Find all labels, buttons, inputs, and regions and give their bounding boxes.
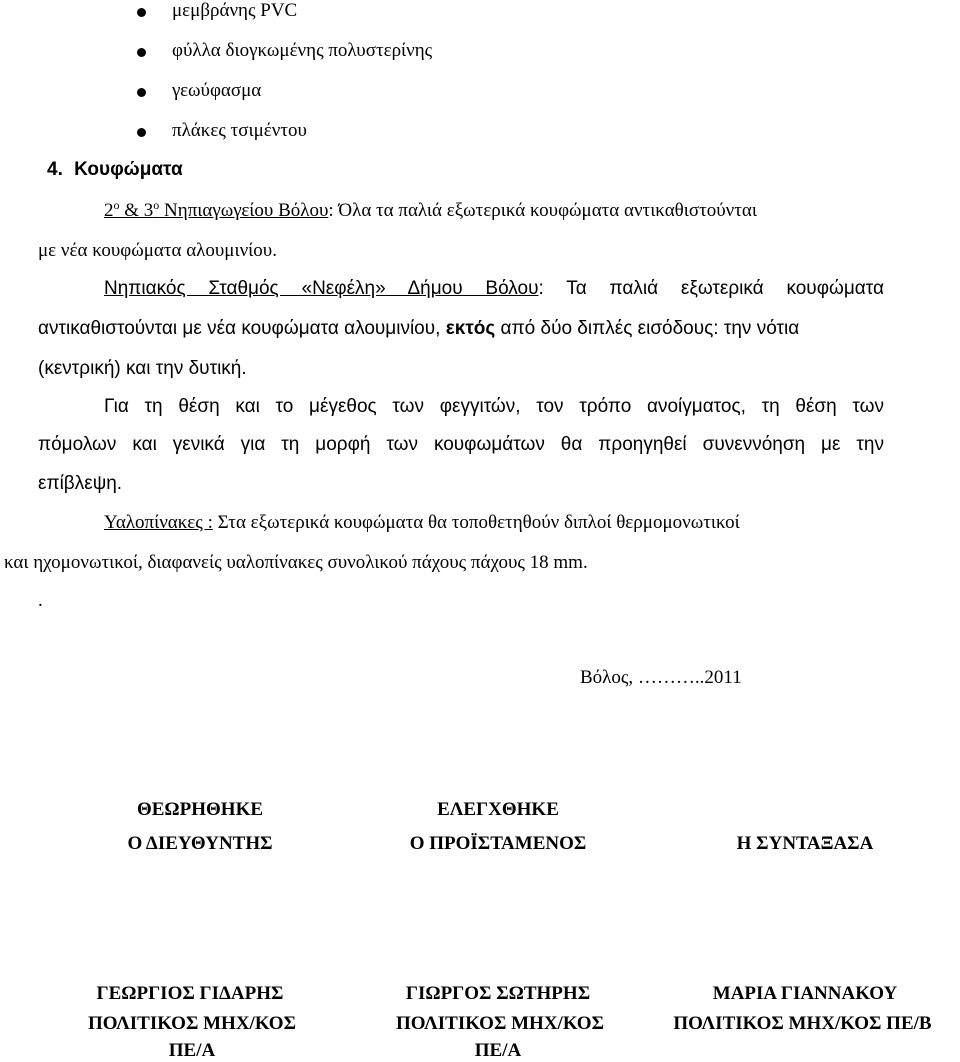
- signer-title: ΠΕ/Α: [474, 1040, 522, 1061]
- section-title: Κουφώματα: [74, 159, 183, 180]
- glazing-label: Υαλοπίνακες :: [104, 512, 213, 533]
- paragraph-line: και ηχομονωτικοί, διαφανείς υαλοπίνακες συνολικού πάχους πάχους 18 mm.: [4, 552, 588, 573]
- nursery-name: Νηπιακός Σταθμός «Νεφέλη» Δήμου Βόλου: [104, 278, 539, 299]
- signer-name: ΓΙΩΡΓΟΣ ΣΩΤΗΡΗΣ: [405, 983, 591, 1004]
- paragraph-line: (κεντρική) και την δυτική.: [38, 358, 247, 379]
- signature-role: Ο ΔΙΕΥΘΥΝΤΗΣ: [127, 833, 273, 854]
- paragraph-line: με νέα κουφώματα αλουμινίου.: [38, 240, 277, 261]
- bullet-icon: [137, 88, 146, 97]
- paragraph-nursery: Νηπιακός Σταθμός «Νεφέλη» Δήμου Βόλου: Τα παλιά εξωτερικά κουφώματα: [104, 278, 884, 299]
- list-item: γεωύφασμα: [172, 80, 262, 101]
- signer-title: ΠΟΛΙΤΙΚΟΣ ΜΗΧ/ΚΟΣ ΠΕ/Β: [673, 1013, 932, 1034]
- signer-name: ΓΕΩΡΓΙΟΣ ΓΙΔΑΡΗΣ: [96, 983, 284, 1004]
- paragraph-line: αντικαθιστούνται με νέα κουφώματα αλουμινίου, εκτός από δύο διπλές εισόδους: την νότια: [38, 318, 800, 339]
- date-line: Βόλος, ………..2011: [580, 667, 742, 688]
- signature-role: Ο ΠΡΟΪΣΤΑΜΕΝΟΣ: [409, 833, 587, 854]
- paragraph-glazing: Υαλοπίνακες : Στα εξωτερικά κουφώματα θα τοποθετηθούν διπλοί θερμομονωτικοί: [104, 512, 740, 533]
- section-number: 4.: [47, 159, 63, 180]
- paragraph-line: επίβλεψη.: [38, 473, 123, 494]
- paragraph-line: πόμολων και γενικά για τη μορφή των κουφωμάτων θα προηγηθεί συνεννόηση με την: [38, 434, 884, 455]
- signature-status: ΘΕΩΡΗΘΗΚΕ: [136, 799, 264, 820]
- bullet-icon: [137, 128, 146, 137]
- paragraph-kindergarten: $2^o$ & $3^o$ Νηπιαγωγείου Βόλου: Όλα τα παλιά εξωτερικά κουφώματα αντικαθιστούνται: [104, 198, 757, 221]
- section-heading: [47, 159, 183, 181]
- stray-dot: .: [38, 590, 43, 611]
- paragraph-windows: Για τη θέση και το μέγεθος των φεγγιτών, τον τρόπο ανοίγματος, τη θέση των: [104, 396, 884, 417]
- kindergarten-name: $2^o$ & $3^o$ Νηπιαγωγείου Βόλου: [104, 198, 329, 221]
- signer-title: ΠΕ/Α: [168, 1040, 216, 1061]
- signer-title: ΠΟΛΙΤΙΚΟΣ ΜΗΧ/ΚΟΣ: [87, 1013, 297, 1034]
- signature-role: Η ΣΥΝΤΑΞΑΣΑ: [736, 833, 874, 854]
- list-item: πλάκες τσιμέντου: [172, 120, 307, 141]
- bullet-icon: [137, 48, 146, 57]
- signer-title: ΠΟΛΙΤΙΚΟΣ ΜΗΧ/ΚΟΣ: [395, 1013, 605, 1034]
- list-item: φύλλα διογκωμένης πολυστερίνης: [172, 40, 433, 61]
- signer-name: ΜΑΡΙΑ ΓΙΑΝΝΑΚΟΥ: [712, 983, 898, 1004]
- signature-status: ΕΛΕΓΧΘΗΚΕ: [437, 799, 559, 820]
- bullet-icon: [137, 8, 146, 17]
- except-word: εκτός: [445, 318, 496, 339]
- list-item: μεμβράνης PVC: [172, 0, 298, 21]
